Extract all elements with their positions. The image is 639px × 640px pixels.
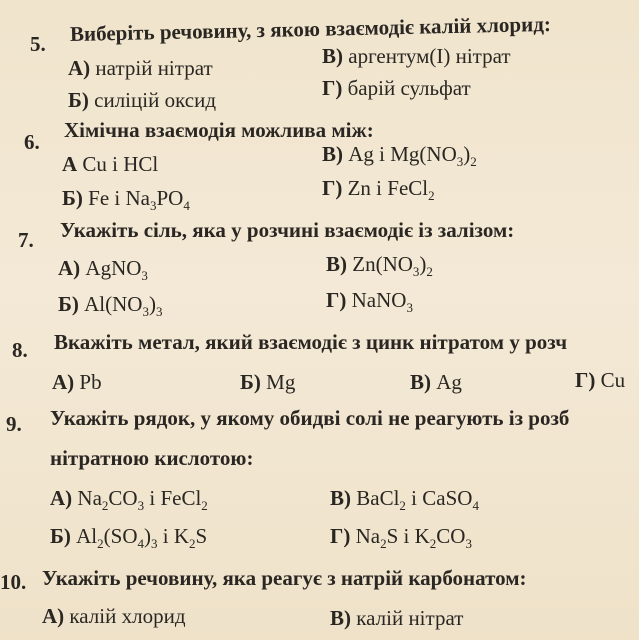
question-6-text: Хімічна взаємодія можлива між: (64, 118, 374, 142)
question-10-number: 10. (0, 570, 27, 594)
q9-option-b: Б) $Al_2(SO_4)_3$ і $K_2S$ (50, 524, 208, 551)
question-8-text: Вкажіть метал, який взаємодіє з цинк нітратом у розч (54, 330, 568, 354)
q7-option-v: В) $Zn(NO_3)_2$ (326, 252, 433, 279)
q9-option-g: Г) $Na_2S$ і $K_2CO_3$ (330, 524, 472, 551)
q7-option-b: Б) $Al(NO_3)_3$ (58, 292, 163, 319)
q5-option-b: Б) силіцій оксид (68, 88, 216, 112)
q6-option-b: Б) Fe і $Na_3PO_4$ (62, 186, 190, 213)
q5-option-g: Г) барій сульфат (322, 76, 471, 100)
question-8-number: 8. (12, 338, 28, 362)
q7-option-g: Г) NaNO$_3$ (326, 288, 413, 315)
q10-option-a: А) калій хлорид (42, 604, 186, 628)
q9-option-v: В) BaCl$_2$ і CaSO$_4$ (330, 486, 479, 513)
question-5-text: Виберіть речовину, з якою взаємодіє калій хлорид: (69, 11, 552, 46)
question-5-number: 5. (30, 32, 46, 56)
q8-option-v: В) Ag (410, 370, 462, 394)
q8-option-b: Б) Mg (240, 370, 296, 394)
question-10-text: Укажіть речовину, яка реагує з натрій карбонатом: (42, 566, 527, 590)
q5-option-v: В) аргентум(І) нітрат (322, 44, 511, 68)
question-9-text-cont: нітратною кислотою: (50, 446, 254, 470)
question-9-number: 9. (6, 412, 22, 436)
q6-option-v: В) Ag і $Mg(NO_3)_2$ (322, 142, 477, 169)
q9-option-a: А) $Na_2CO_3$ і FeCl$_2$ (50, 486, 208, 513)
q8-option-a: А) Pb (52, 370, 102, 394)
question-7-text: Укажіть сіль, яка у розчині взаємодіє із залізом: (60, 218, 515, 242)
q6-option-a: А Cu і HCl (62, 152, 159, 176)
q8-option-g: Г) Cu (575, 368, 626, 392)
q10-option-v: В) калій нітрат (330, 606, 464, 630)
q6-option-g: Г) Zn і FeCl$_2$ (322, 176, 435, 203)
q7-option-a: А) AgNO$_3$ (58, 256, 148, 283)
q5-option-a: А) натрій нітрат (68, 56, 213, 80)
question-9-text: Укажіть рядок, у якому обидві солі не реагують із розб (50, 406, 570, 430)
question-7-number: 7. (18, 228, 34, 252)
question-6-number: 6. (24, 130, 40, 154)
